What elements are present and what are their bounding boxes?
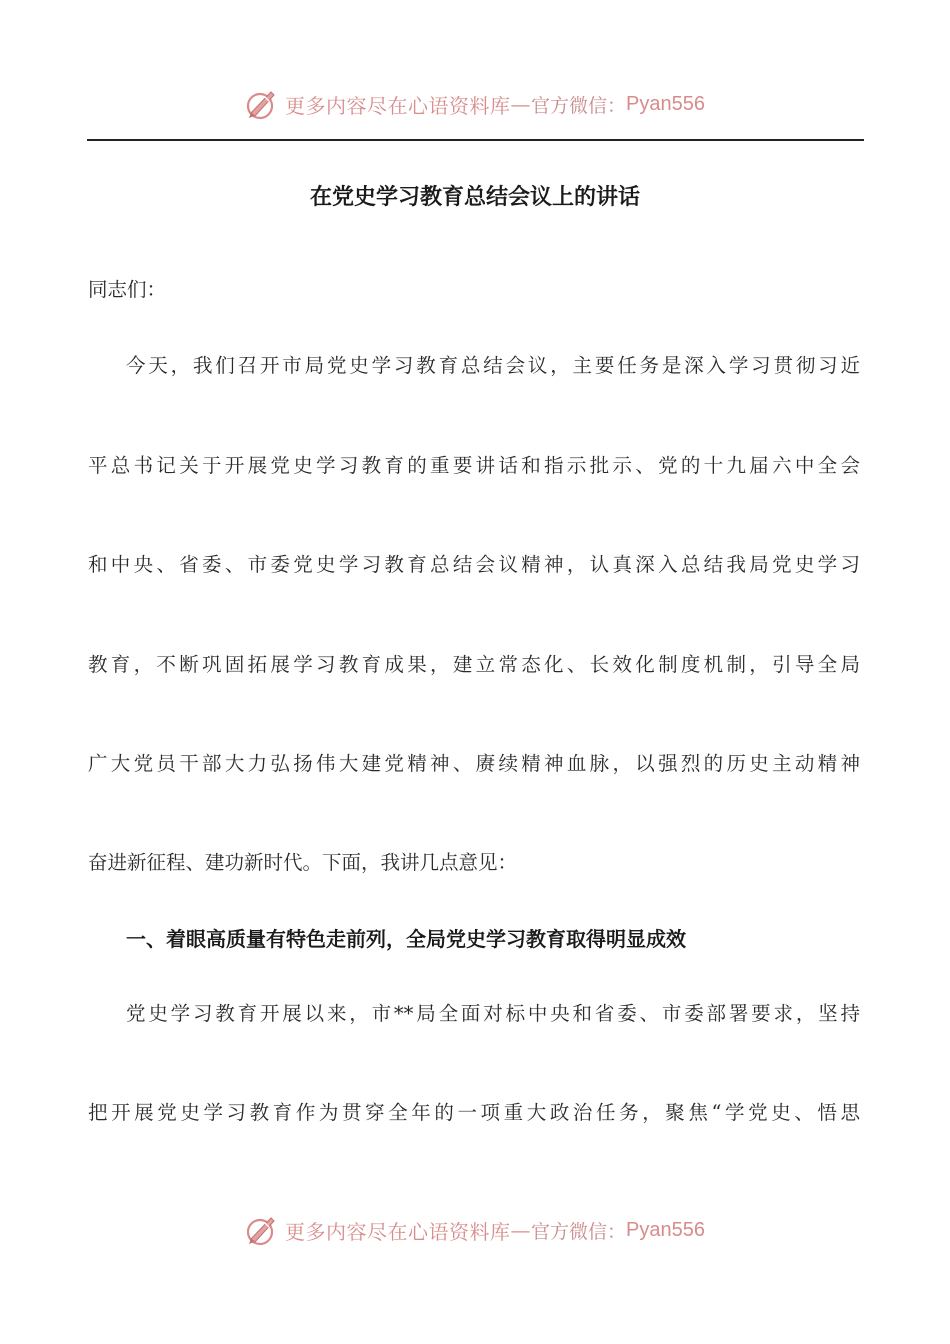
section1-heading: 一、着眼高质量有特色走前列，全局党史学习教育取得明显成效 bbox=[126, 927, 686, 951]
footer-wechat-label: 官方微信： bbox=[531, 1220, 627, 1243]
footer-separator: — bbox=[510, 1218, 531, 1242]
paragraph2-line-2: 把开展党史学习教育作为贯穿全年的一项重大政治任务，聚焦“学党史、悟思 bbox=[88, 1101, 860, 1124]
quill-pen-logo-icon bbox=[245, 1213, 279, 1247]
quill-pen-logo-icon bbox=[245, 87, 279, 121]
paragraph1-line-4: 教育，不断巩固拓展学习教育成果，建立常态化、长效化制度机制，引导全局 bbox=[88, 653, 860, 676]
header-separator: — bbox=[510, 92, 531, 116]
footer-banner bbox=[0, 1210, 950, 1250]
header-wechat-id: Pyan556 bbox=[626, 92, 705, 115]
paragraph1-line-3: 和中央、省委、市委党史学习教育总结会议精神，认真深入总结我局党史学习 bbox=[88, 553, 860, 576]
paragraph2-line-1: 党史学习教育开展以来，市**局全面对标中央和省委、市委部署要求，坚持 bbox=[126, 1002, 860, 1025]
salutation: 同志们： bbox=[88, 278, 167, 301]
paragraph1-line-2: 平总书记关于开展党史学习教育的重要讲话和指示批示、党的十九届六中全会 bbox=[88, 454, 860, 477]
footer-wechat-id: Pyan556 bbox=[626, 1218, 705, 1241]
header-banner bbox=[0, 84, 950, 124]
header-brand-text: 更多内容尽在心语资料库 bbox=[285, 93, 511, 118]
header-wechat-label: 官方微信： bbox=[531, 94, 627, 117]
paragraph1-line-1: 今天，我们召开市局党史学习教育总结会议，主要任务是深入学习贯彻习近 bbox=[126, 354, 860, 377]
header-divider bbox=[87, 139, 864, 141]
paragraph1-line-6: 奋进新征程、建功新时代。下面，我讲几点意见： bbox=[88, 851, 518, 874]
document-title: 在党史学习教育总结会议上的讲话 bbox=[309, 185, 640, 210]
paragraph1-line-5: 广大党员干部大力弘扬伟大建党精神、赓续精神血脉，以强烈的历史主动精神 bbox=[88, 752, 860, 775]
footer-brand-text: 更多内容尽在心语资料库 bbox=[285, 1219, 511, 1244]
